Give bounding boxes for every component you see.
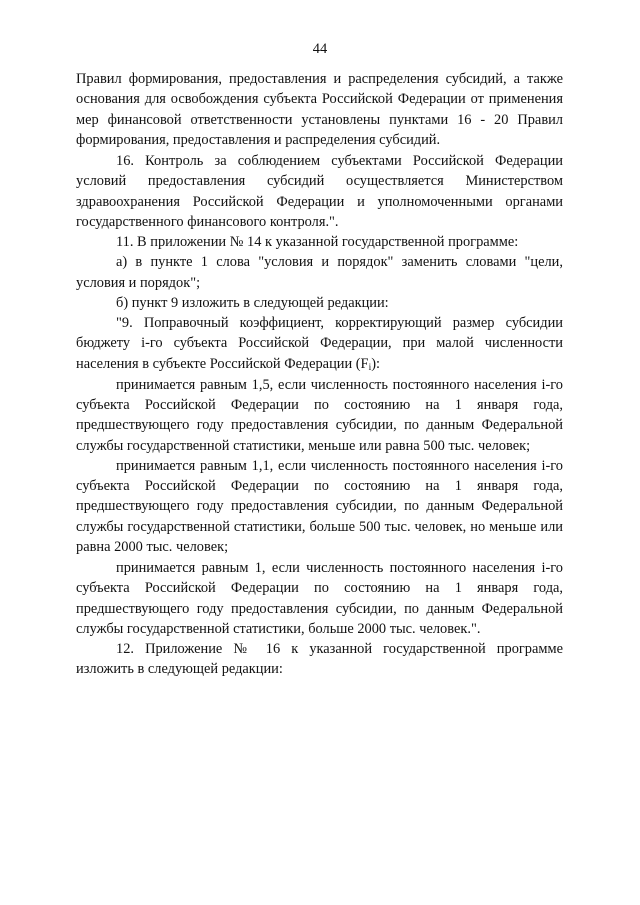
paragraph-subitem-a: а) в пункте 1 слова "условия и порядок" заменить словами "цели, условия и порядок"; [76, 254, 563, 291]
paragraph-continuation: Правил формирования, предоставления и распределения субсидий, а также основания для освобождения субъекта Российской Федерации от применения мер финансовой ответственности установлены пунктами 16 - 20 Правил формирования, предоставления и распределения субсидий. [76, 71, 563, 148]
coefficient-subscript: i [368, 362, 372, 373]
paragraph-coefficient-1: принимается равным 1, если численность постоянного населения i-го субъекта Российской Федерации по состоянию на 1 января года, предшествующего году предоставления субсидии, по данным Федеральной службы государственной статистики, больше 2000 тыс. человек.". [76, 560, 563, 637]
paragraph-item-11: 11. В приложении № 14 к указанной государственной программе: [116, 234, 519, 250]
coefficient-text: "9. Поправочный коэффициент, корректирующий размер субсидии бюджету i-го субъекта Российской Федерации, при малой численности населения в субъекте Российской Федерации (F [76, 315, 563, 372]
paragraph-item-9-coefficient [76, 313, 563, 374]
coefficient-text-end: ): [371, 355, 380, 372]
paragraph-coefficient-1-5: принимается равным 1,5, если численность постоянного населения i-го субъекта Российской Федерации по состоянию на 1 января года, предшествующего году предоставления субсидии, по данным Федеральной службы государственной статистики, меньше или равна 500 тыс. человек; [76, 376, 563, 454]
paragraph-item-12: 12. Приложение № 16 к указанной государственной программе изложить в следующей редакции: [76, 641, 563, 678]
page-number: 44 [312, 41, 328, 57]
paragraph-coefficient-1-1: принимается равным 1,1, если численность постоянного населения i-го субъекта Российской Федерации по состоянию на 1 января года, предшествующего году предоставления субсидии, по данным Федеральной службы государственной статистики, больше 500 тыс. человек, но меньше или равна 2000 тыс. человек; [76, 457, 563, 555]
paragraph-subitem-b: б) пункт 9 изложить в следующей редакции: [116, 294, 389, 311]
paragraph-item-16-control: 16. Контроль за соблюдением субъектами Российской Федерации условий предоставления субсидий осуществляется Министерством здравоохранения Российской Федерации и уполномоченными органами государственного финансового контроля.". [76, 153, 563, 230]
body-text [76, 69, 563, 680]
